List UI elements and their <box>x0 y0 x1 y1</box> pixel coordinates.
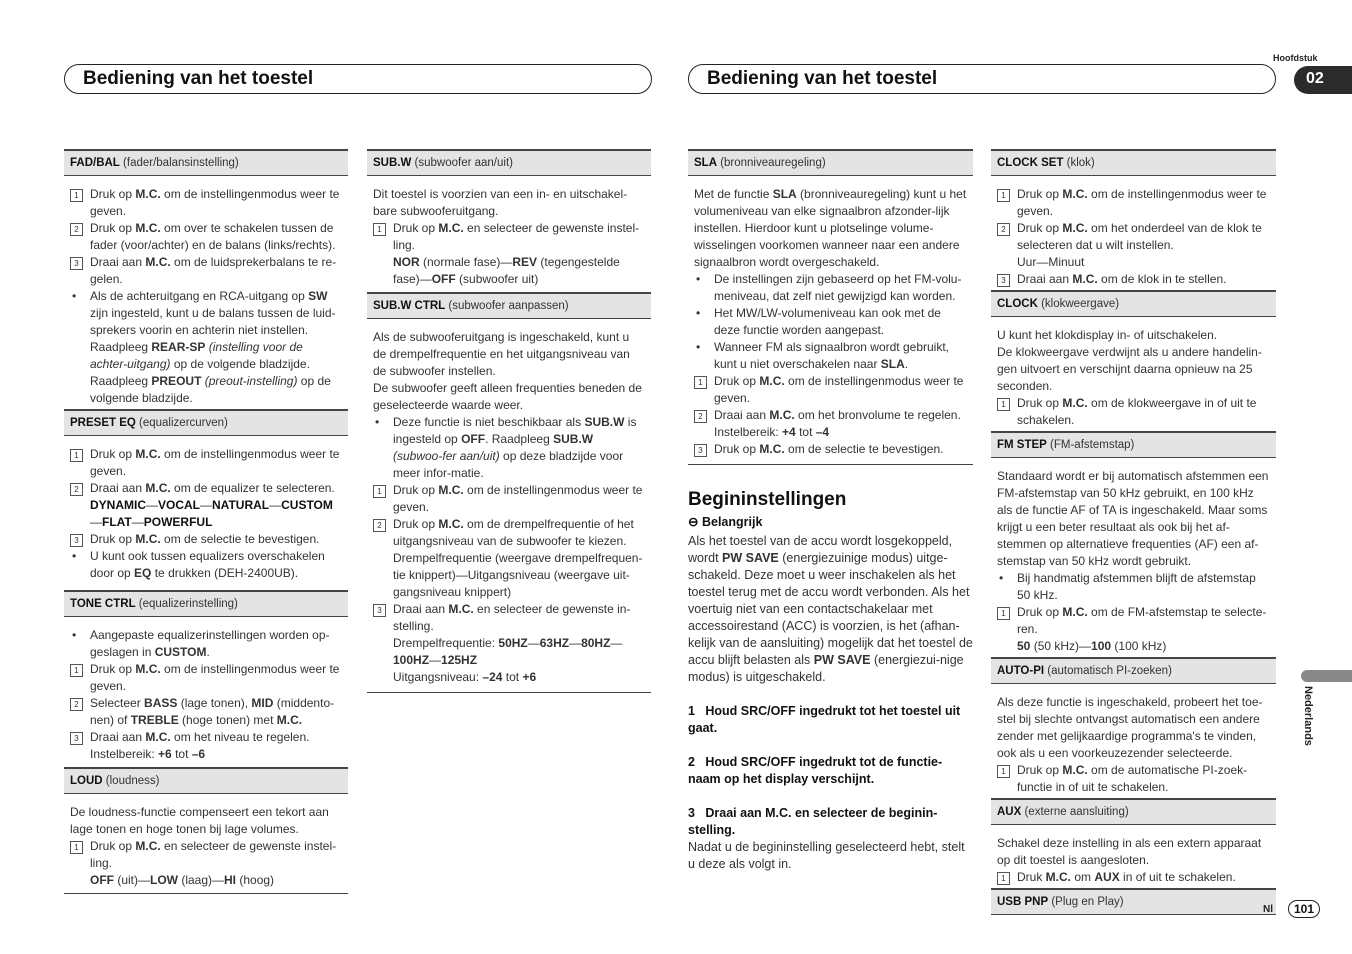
section-usb-pnp: USB PNP (Plug en Play) <box>991 888 1276 915</box>
header-left-title: Bediening van het toestel <box>83 68 314 89</box>
side-language-label: Nederlands <box>1302 686 1314 746</box>
section-title: Begininstellingen <box>688 489 847 510</box>
side-tab <box>1301 670 1352 682</box>
section-sla: SLA (bronniveauregeling) <box>688 149 973 176</box>
important-icon: ⊖ <box>688 515 699 529</box>
column-4: CLOCK SET (klok) 1 Druk op M.C. om de instellingenmodus weer te geven. 2 Druk op M.C. om het onderdeel van de klok te selecteren dat u wilt instellen. Uur—Minuut 3 Draai aan M.C. om de klok in te stellen. CLOCK (klokweergave) U kunt het klokdisplay in- of uitschakelen. De klokweergave verdwijnt als u andere handelin-gen uitvoert en verschijnt daarna opnieuw na 25 seconden. 1 Druk op M.C. om de klokweergave in of uit te schakelen. FM STEP (FM-afstemstap) Standaard wordt er bij automatisch afstemmen een FM-afstemstap van 50 kHz gebruikt, en 100 kHz als de functie AF of TA is ingeschakeld. Maar soms krijgt u een beter resultaat als ook bij het af-stemmen op alternatieve frequenties (AF) een af-stemstap van 50 kHz wordt gebruikt. • Bij handmatig afstemmen blijft de afstemstap 50 kHz. 1 Druk op M.C. om de FM-afstemstap te selecte-ren. 50 (50 kHz)—100 (100 kHz) AUTO-PI (automatisch PI-zoeken) Als deze functie is ingeschakeld, probeert het toe-stel bij slechte ontvangst automatisch een andere zender met gelijkaardige programma's te vinden, ook als u een voorkeuzezender selecteerde. 1 Druk op M.C. om de automatische PI-zoek-functie in of uit te schakelen. AUX (externe aansluiting) Schakel deze instelling in als een extern apparaat op dit toestel is aangesloten. 1 Druk M.C. om AUX in of uit te schakelen. USB PNP (Plug en Play) <box>991 149 1276 925</box>
section-sub-w-ctrl: SUB.W CTRL (subwoofer aanpassen) <box>367 292 651 319</box>
header-right-title: Bediening van het toestel <box>707 68 938 89</box>
section-aux: AUX (externe aansluiting) <box>991 798 1276 825</box>
section-clock-set: CLOCK SET (klok) <box>991 149 1276 176</box>
chapter-label: Hoofdstuk <box>1273 53 1318 63</box>
section-auto-pi: AUTO-PI (automatisch PI-zoeken) <box>991 657 1276 684</box>
header-right-pill <box>688 64 1276 94</box>
section-loud: LOUD (loudness) <box>64 767 348 794</box>
column-1: FAD/BAL (fader/balansinstelling) 1 Druk op M.C. om de instellingenmodus weer te geven. 2 Druk op M.C. om over te schakelen tussen de fader (voor/achter) en de balans (links/rechts). 3 Draai aan M.C. om de luidsprekerbalans te re-gelen. • Als de achteruitgang en RCA-uitgang op SW zijn ingesteld, kunt u de balans tussen de luid-sprekers voorin en achterin niet instellen. Raadpleeg REAR-SP (instelling voor de achter-uitgang) op de volgende bladzijde. Raadpleeg PREOUT (preout-instelling) op de volgende bladzijde. PRESET EQ (equalizercurven) 1 Druk op M.C. om de instellingenmodus weer te geven. 2 Draai aan M.C. om de equalizer te selecteren. DYNAMIC—VOCAL—NATURAL—CUSTOM —FLAT—POWERFUL 3 Druk op M.C. om de selectie te bevestigen. • U kunt ook tussen equalizers overschakelen door op EQ te drukken (DEH-2400UB). TONE CTRL (equalizerinstelling) • Aangepaste equalizerinstellingen worden op-geslagen in CUSTOM. 1 Druk op M.C. om de instellingenmodus weer te geven. 2 Selecteer BASS (lage tonen), MID (middento-nen) of TREBLE (hoge tonen) met M.C. 3 Draai aan M.C. om het niveau te regelen. Instelbereik: +6 tot –6 LOUD (loudness) De loudness-functie compenseert een tekort aan lage tonen en hoge tonen bij lage volumes. 1 Druk op M.C. en selecteer de gewenste instel-ling. OFF (uit)—LOW (laag)—HI (hoog) <box>64 149 348 894</box>
section-fm-step: FM STEP (FM-afstemstap) <box>991 431 1276 458</box>
column-3: SLA (bronniveauregeling) Met de functie SLA (bronniveauregeling) kunt u het volumeniveau van elke signaalbron afzonder-lijk instellen. Hierdoor kunt u plotselinge volume-wisselingen voorkomen wanneer naar een andere signaalbron wordt overgeschakeld. • De instellingen zijn gebaseerd op het FM-volu-meniveau, dat zelf niet gewijzigd kan worden. • Het MW/LW-volumeniveau kan ook met de deze functie worden aangepast. • Wanneer FM als signaalbron wordt gebruikt, kunt u niet overschakelen naar SLA. 1 Druk op M.C. om de instellingenmodus weer te geven. 2 Draai aan M.C. om het bronvolume te regelen. Instelbereik: +4 tot –4 3 Druk op M.C. om de selectie te bevestigen. Begininstellingen ⊖ Belangrijk Als het toestel van de accu wordt losgekoppeld, wordt PW SAVE (energiezuinige modus) uitge-schakeld. Deze moet u weer inschakelen als het toestel terug met de accu wordt verbonden. Als het voertuig niet van een contactschakelaar met accessoirestand (ACC) is voorzien, is het (afhan-kelijk van de aansluiting) mogelijk dat het toestel de accu blijft belasten als PW SAVE (energiezui-nige modus) is uitgeschakeld. 1 Houd SRC/OFF ingedrukt tot het toestel uit gaat. 2 Houd SRC/OFF ingedrukt tot de functie-naam op het display verschijnt. 3 Draai aan M.C. en selecteer de beginin-stelling. Nadat u de begininstelling geselecteerd hebt, stelt u deze als volgt in. <box>688 149 973 873</box>
chapter-number: 02 <box>1294 66 1352 94</box>
header-left-pill <box>64 64 652 94</box>
section-tone-ctrl: TONE CTRL (equalizerinstelling) <box>64 590 348 617</box>
section-preset-eq: PRESET EQ (equalizercurven) <box>64 409 348 436</box>
page-language: Nl <box>1263 904 1273 915</box>
important-note: ⊖ Belangrijk <box>688 515 763 529</box>
column-2: SUB.W (subwoofer aan/uit) Dit toestel is voorzien van een in- en uitschakel-bare subwooferuitgang. 1 Druk op M.C. en selecteer de gewenste instel-ling. NOR (normale fase)—REV (tegengestelde fase)—OFF (subwoofer uit) SUB.W CTRL (subwoofer aanpassen) Als de subwooferuitgang is ingeschakeld, kunt u de drempelfrequentie en het uitgangsniveau van de subwoofer instellen. De subwoofer geeft alleen frequenties beneden de geselecteerde waarde weer. • Deze functie is niet beschikbaar als SUB.W is ingesteld op OFF. Raadpleeg SUB.W (subwoo-fer aan/uit) op deze bladzijde voor meer infor-matie. 1 Druk op M.C. om de instellingenmodus weer te geven. 2 Druk op M.C. om de drempelfrequentie of het uitgangsniveau van de subwoofer te kiezen. Drempelfrequentie (weergave drempelfrequen-tie knippert)—Uitgangsniveau (weergave uit-gangsniveau knippert) 3 Draai aan M.C. en selecteer de gewenste in-stelling. Drempelfrequentie: 50HZ—63HZ—80HZ—100HZ—125HZ Uitgangsniveau: –24 tot +6 <box>367 149 651 693</box>
section-sub-w: SUB.W (subwoofer aan/uit) <box>367 149 651 176</box>
section-clock: CLOCK (klokweergave) <box>991 290 1276 317</box>
section-fad-bal: FAD/BAL (fader/balansinstelling) <box>64 149 348 176</box>
page-number: 101 <box>1288 900 1320 918</box>
